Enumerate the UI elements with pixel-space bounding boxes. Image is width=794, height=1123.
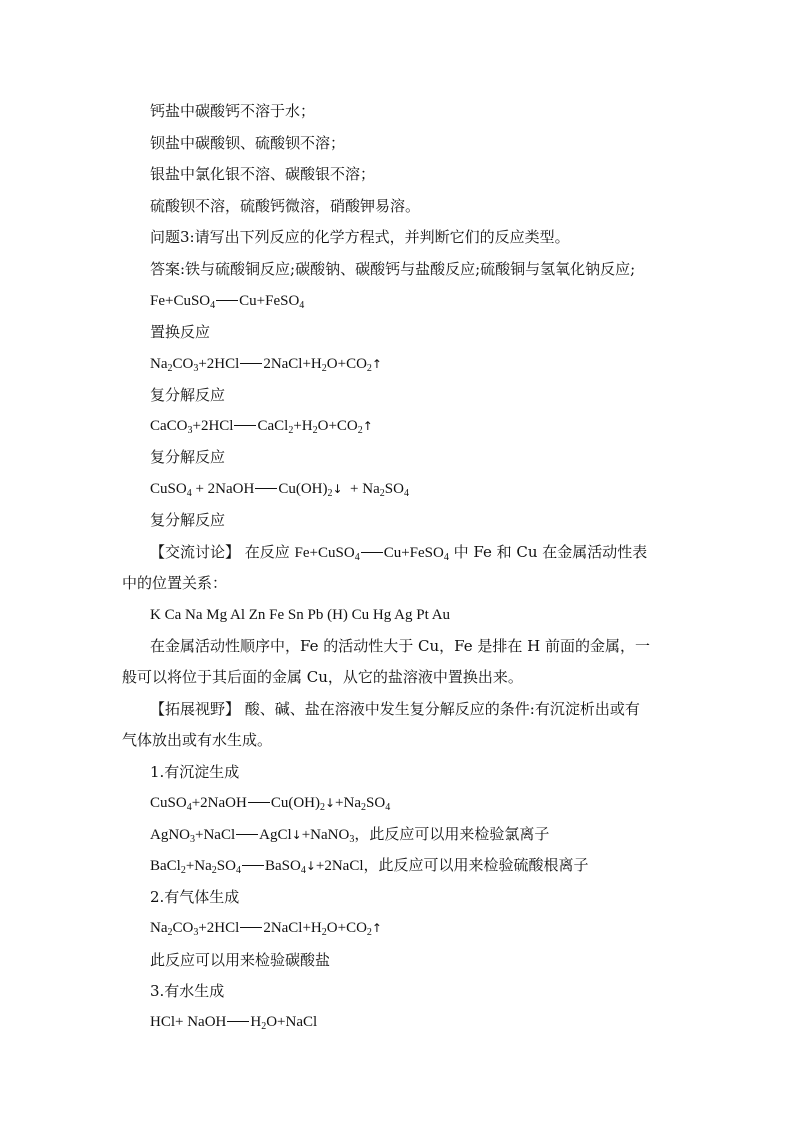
text-line: 银盐中氯化银不溶、碳酸银不溶； bbox=[150, 165, 376, 183]
reaction-type: 置换反应 bbox=[150, 323, 211, 341]
discussion-line: 【交流讨论】 在反应 Fe+CuSO$_4$ Cu+FeSO$_4$ 中 Fe 和 Cu 在金属活动性表 bbox=[150, 543, 648, 563]
equation-agno3-nacl: AgNO$_3$+NaCl AgCl↓+NaNO$_3$，此反应可以用来检验氯离子 bbox=[150, 825, 550, 845]
equation-bacl2-na2so4: $BaCl_2+Na_2SO_4$ BaSO$_4$↓+2NaCl，此反应可以用来检验硫酸根离子 bbox=[150, 856, 589, 876]
section-heading: 3.有水生成 bbox=[150, 982, 225, 1000]
equation-na2co3-hcl: $Na_2CO_3+2HCl$ $2NaCl+H_2O+CO_2↑$ bbox=[150, 356, 382, 374]
extension-line: 【拓展视野】 酸、碱、盐在溶液中发生复分解反应的条件:有沉淀析出或有 bbox=[150, 700, 640, 718]
equation-caco3-hcl: CaCO$_3$+2HCl $CaCl_2+H_2O+CO_2↑$ bbox=[150, 418, 373, 436]
text-line: 钙盐中碳酸钙不溶于水； bbox=[150, 102, 316, 120]
equation-cuso4-naoh-2: CuSO$_4$+2NaOH $Cu(OH)_2↓+Na_2SO_4$ bbox=[150, 795, 391, 813]
section-heading: 1.有沉淀生成 bbox=[150, 763, 240, 781]
equation-cuso4-naoh: CuSO$_4$ + 2NaOH $Cu(OH)_2↓ + Na_2SO_4$ bbox=[150, 481, 409, 499]
text-line: 硫酸钡不溶，硫酸钙微溶，硝酸钾易溶。 bbox=[150, 197, 421, 215]
text-line: 般可以将位于其后面的金属 Cu，从它的盐溶液中置换出来。 bbox=[122, 668, 523, 686]
text-line: 钡盐中碳酸钡、硫酸钡不溶； bbox=[150, 134, 346, 152]
text-line: 在金属活动性顺序中，Fe 的活动性大于 Cu，Fe 是排在 H 前面的金属，一 bbox=[150, 637, 650, 655]
text-line: 此反应可以用来检验碳酸盐 bbox=[150, 951, 331, 969]
question-3: 问题3:请写出下列反应的化学方程式，并判断它们的反应类型。 bbox=[150, 228, 570, 246]
reaction-type: 复分解反应 bbox=[150, 511, 226, 529]
equation-hcl-naoh: HCl+ NaOH $H_2O+NaCl$ bbox=[150, 1014, 318, 1032]
answer-line: 答案:铁与硫酸铜反应;碳酸钠、碳酸钙与盐酸反应;硫酸铜与氢氧化钠反应; bbox=[150, 260, 636, 278]
equation-na2co3-hcl-2: $Na_2CO_3+2HCl$ $2NaCl+H_2O+CO_2↑$ bbox=[150, 920, 382, 938]
equation-fe-cuso4: Fe+CuSO$_4$ Cu+FeSO$_4$ bbox=[150, 293, 305, 311]
reaction-type: 复分解反应 bbox=[150, 448, 226, 466]
reaction-type: 复分解反应 bbox=[150, 386, 226, 404]
activity-series: K Ca Na Mg Al Zn Fe Sn Pb (H) Cu Hg Ag Pt Au bbox=[150, 607, 451, 623]
text-line: 气体放出或有水生成。 bbox=[122, 731, 273, 749]
text-line: 中的位置关系： bbox=[122, 574, 228, 592]
section-heading: 2.有气体生成 bbox=[150, 888, 240, 906]
